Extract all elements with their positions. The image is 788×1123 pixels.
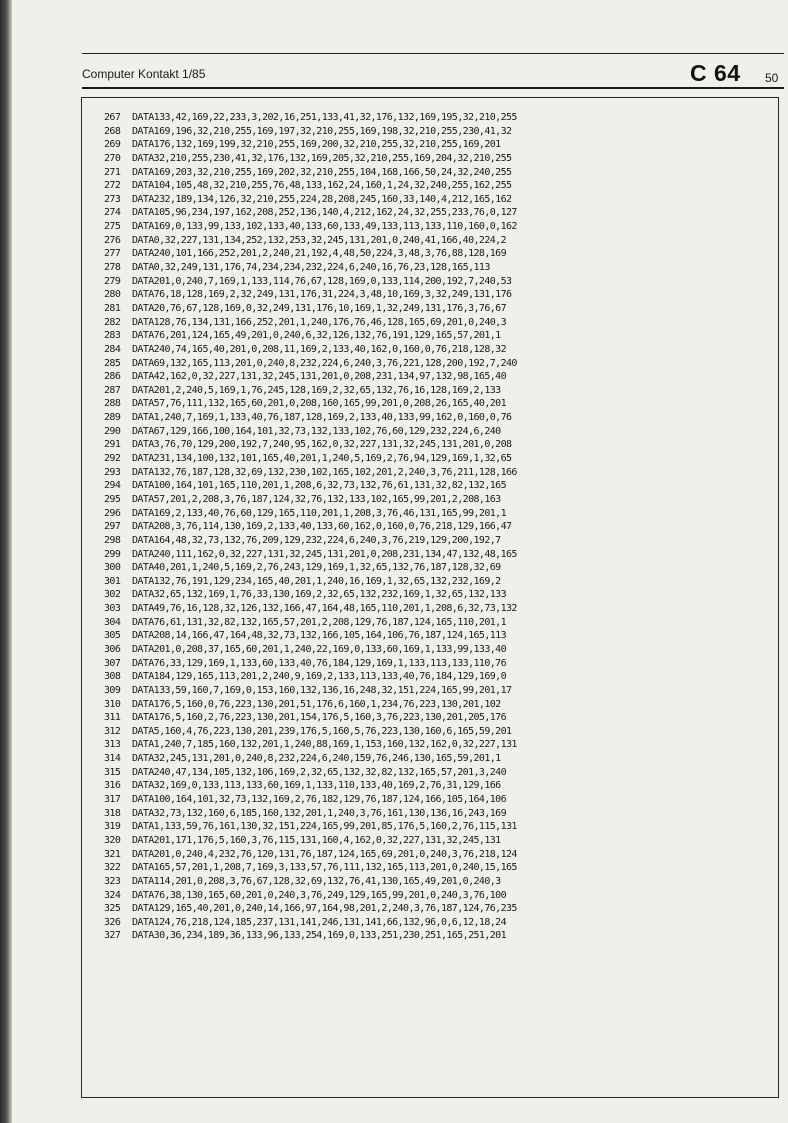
line-number: 305 [104, 630, 121, 642]
data-statement: DATA5,160,4,76,223,130,201,239,176,5,160,5,76,223,130,160,6,165,59,201 [132, 725, 512, 737]
listing-line [104, 711, 768, 725]
listing-line [104, 902, 768, 916]
line-number: 271 [104, 166, 121, 178]
data-statement: DATA0,32,249,131,176,74,234,234,232,224,6,240,16,76,23,128,165,113 [132, 262, 490, 274]
line-number: 276 [104, 234, 121, 246]
data-statement: DATA132,76,187,128,32,69,132,230,102,165,102,201,2,240,3,76,211,128,166 [132, 466, 517, 478]
magazine-title: Computer Kontakt 1/85 [82, 67, 206, 81]
listing-line [104, 766, 768, 780]
line-number: 327 [104, 930, 121, 942]
page-number: 50 [765, 71, 779, 85]
data-statement: DATA169,2,133,40,76,60,129,165,110,201,1,208,3,76,46,131,165,99,201,1 [132, 507, 507, 519]
data-statement: DATA69,132,165,113,201,0,240,8,232,224,6,240,3,76,221,128,200,192,7,240 [132, 357, 517, 369]
listing-line [104, 275, 768, 289]
data-statement: DATA201,0,240,4,232,76,120,131,76,187,124,165,69,201,0,240,3,76,218,124 [132, 848, 517, 860]
data-statement: DATA133,59,160,7,169,0,153,160,132,136,16,248,32,151,224,165,99,201,17 [132, 684, 512, 696]
listing-line [104, 234, 768, 248]
listing-line [104, 466, 768, 480]
data-statement: DATA40,201,1,240,5,169,2,76,243,129,169,1,32,65,132,76,187,128,32,69 [132, 562, 501, 574]
line-number: 282 [104, 316, 121, 328]
listing-line [104, 479, 768, 493]
data-statement: DATA76,33,129,169,1,133,60,133,40,76,184,129,169,1,133,113,133,110,76 [132, 657, 507, 669]
data-statement: DATA240,74,165,40,201,0,208,11,169,2,133,40,162,0,160,0,76,218,128,32 [132, 343, 507, 355]
listing-line [104, 875, 768, 889]
listing-line [104, 929, 768, 943]
line-number: 296 [104, 507, 121, 519]
section-mark: C 64 [690, 60, 741, 86]
line-number: 307 [104, 657, 121, 669]
listing-line [104, 575, 768, 589]
data-statement: DATA100,164,101,32,73,132,169,2,76,182,129,76,187,124,166,105,164,106 [132, 794, 507, 806]
data-statement: DATA32,65,132,169,1,76,33,130,169,2,32,65,132,232,169,1,32,65,132,133 [132, 589, 507, 601]
data-statement: DATA105,96,234,197,162,208,252,136,140,4,212,162,24,32,255,233,76,0,127 [132, 207, 517, 219]
line-number: 310 [104, 698, 121, 710]
listing-line [104, 343, 768, 357]
line-number: 273 [104, 193, 121, 205]
listing-line [104, 220, 768, 234]
data-statement: DATA76,201,124,165,49,201,0,240,6,32,126,132,76,191,129,165,57,201,1 [132, 330, 501, 342]
listing-line [104, 534, 768, 548]
line-number: 287 [104, 384, 121, 396]
listing-line [104, 411, 768, 425]
data-statement: DATA201,2,240,5,169,1,76,245,128,169,2,32,65,132,76,16,128,169,2,133 [132, 384, 501, 396]
line-number: 311 [104, 712, 121, 724]
line-number: 297 [104, 521, 121, 533]
line-number: 295 [104, 493, 121, 505]
line-number: 325 [104, 903, 121, 915]
listing-line [104, 138, 768, 152]
line-number: 292 [104, 453, 121, 465]
line-number: 314 [104, 753, 121, 765]
page-binding-edge [0, 0, 12, 1123]
line-number: 301 [104, 575, 121, 587]
line-number: 309 [104, 684, 121, 696]
line-number: 270 [104, 152, 121, 164]
listing-line [104, 288, 768, 302]
data-statement: DATA76,61,131,32,82,132,165,57,201,2,208,129,76,187,124,165,110,201,1 [132, 616, 507, 628]
line-number: 299 [104, 548, 121, 560]
data-statement: DATA49,76,16,128,32,126,132,166,47,164,48,165,110,201,1,208,6,32,73,132 [132, 603, 517, 615]
data-statement: DATA1,240,7,169,1,133,40,76,187,128,169,2,133,40,133,99,162,0,160,0,76 [132, 412, 512, 424]
line-number: 268 [104, 125, 121, 137]
line-number: 317 [104, 794, 121, 806]
line-number: 324 [104, 889, 121, 901]
listing-line [104, 657, 768, 671]
data-statement: DATA201,0,240,7,169,1,133,114,76,67,128,169,0,133,114,200,192,7,240,53 [132, 275, 512, 287]
data-statement: DATA240,47,134,105,132,106,169,2,32,65,132,32,82,132,165,57,201,3,240 [132, 766, 507, 778]
program-listing [104, 111, 768, 943]
listing-line [104, 193, 768, 207]
line-number: 281 [104, 302, 121, 314]
data-statement: DATA32,73,132,160,6,185,160,132,201,1,240,3,76,161,130,136,16,243,169 [132, 807, 507, 819]
line-number: 269 [104, 139, 121, 151]
data-statement: DATA176,5,160,0,76,223,130,201,51,176,6,160,1,234,76,223,130,201,102 [132, 698, 501, 710]
listing-line [104, 302, 768, 316]
line-number: 280 [104, 289, 121, 301]
data-statement: DATA1,133,59,76,161,130,32,151,224,165,99,201,85,176,5,160,2,76,115,131 [132, 821, 517, 833]
listing-line [104, 438, 768, 452]
listing-line [104, 261, 768, 275]
data-statement: DATA1,240,7,185,160,132,201,1,240,88,169,1,153,160,132,162,0,32,227,131 [132, 739, 517, 751]
listing-line [104, 493, 768, 507]
listing-line [104, 166, 768, 180]
data-statement: DATA169,203,32,210,255,169,202,32,210,255,104,168,166,50,24,32,240,255 [132, 166, 512, 178]
data-statement: DATA132,76,191,129,234,165,40,201,1,240,16,169,1,32,65,132,232,169,2 [132, 575, 501, 587]
listing-line [104, 179, 768, 193]
data-statement: DATA201,0,208,37,165,60,201,1,240,22,169,0,133,60,169,1,133,99,133,40 [132, 643, 507, 655]
header-rule [82, 87, 784, 89]
listing-line [104, 725, 768, 739]
listing-line [104, 588, 768, 602]
listing-line [104, 698, 768, 712]
line-number: 277 [104, 248, 121, 260]
listing-line [104, 848, 768, 862]
listing-line [104, 820, 768, 834]
line-number: 315 [104, 766, 121, 778]
line-number: 289 [104, 412, 121, 424]
listing-line [104, 889, 768, 903]
line-number: 288 [104, 398, 121, 410]
line-number: 272 [104, 180, 121, 192]
data-statement: DATA32,210,255,230,41,32,176,132,169,205,32,210,255,169,204,32,210,255 [132, 152, 512, 164]
listing-line [104, 206, 768, 220]
listing-line [104, 616, 768, 630]
data-statement: DATA231,134,100,132,101,165,40,201,1,240,5,169,2,76,94,129,169,1,32,65 [132, 453, 512, 465]
listing-line [104, 125, 768, 139]
line-number: 290 [104, 425, 121, 437]
data-statement: DATA32,169,0,133,113,133,60,169,1,133,110,133,40,169,2,76,31,129,166 [132, 780, 501, 792]
listing-line [104, 329, 768, 343]
data-statement: DATA208,14,166,47,164,48,32,73,132,166,105,164,106,76,187,124,165,113 [132, 630, 507, 642]
data-statement: DATA128,76,134,131,166,252,201,1,240,176,76,46,128,165,69,201,0,240,3 [132, 316, 507, 328]
data-statement: DATA165,57,201,1,208,7,169,3,133,57,76,111,132,165,113,201,0,240,15,165 [132, 862, 517, 874]
listing-line [104, 548, 768, 562]
data-statement: DATA169,196,32,210,255,169,197,32,210,255,169,198,32,210,255,230,41,32 [132, 125, 512, 137]
data-statement: DATA114,201,0,208,3,76,67,128,32,69,132,76,41,130,165,49,201,0,240,3 [132, 875, 501, 887]
data-statement: DATA176,5,160,2,76,223,130,201,154,176,5,160,3,76,223,130,201,205,176 [132, 712, 507, 724]
line-number: 308 [104, 671, 121, 683]
data-statement: DATA30,36,234,189,36,133,96,133,254,169,0,133,251,230,251,165,251,201 [132, 930, 507, 942]
data-statement: DATA0,32,227,131,134,252,132,253,32,245,131,201,0,240,41,166,40,224,2 [132, 234, 507, 246]
line-number: 300 [104, 562, 121, 574]
data-statement: DATA57,76,111,132,165,60,201,0,208,160,165,99,201,0,208,26,165,40,201 [132, 398, 507, 410]
data-statement: DATA124,76,218,124,185,237,131,141,246,131,141,66,132,96,0,6,12,18,24 [132, 916, 507, 928]
data-statement: DATA240,111,162,0,32,227,131,32,245,131,201,0,208,231,134,47,132,48,165 [132, 548, 517, 560]
data-statement: DATA42,162,0,32,227,131,32,245,131,201,0,208,231,134,97,132,98,165,40 [132, 371, 507, 383]
listing-line [104, 520, 768, 534]
listing-line [104, 684, 768, 698]
line-number: 318 [104, 807, 121, 819]
data-statement: DATA169,0,133,99,133,102,133,40,133,60,133,49,133,113,133,110,160,0,162 [132, 221, 517, 233]
data-statement: DATA76,18,128,169,2,32,249,131,176,31,224,3,48,10,169,3,32,249,131,176 [132, 289, 512, 301]
line-number: 291 [104, 439, 121, 451]
line-number: 313 [104, 739, 121, 751]
data-statement: DATA20,76,67,128,169,0,32,249,131,176,10,169,1,32,249,131,176,3,76,67 [132, 302, 507, 314]
data-statement: DATA57,201,2,208,3,76,187,124,32,76,132,133,102,165,99,201,2,208,163 [132, 493, 501, 505]
listing-line [104, 247, 768, 261]
line-number: 274 [104, 207, 121, 219]
listing-line [104, 779, 768, 793]
listing-line [104, 643, 768, 657]
line-number: 304 [104, 616, 121, 628]
listing-line [104, 861, 768, 875]
listing-line [104, 793, 768, 807]
line-number: 294 [104, 480, 121, 492]
listing-line [104, 357, 768, 371]
data-statement: DATA164,48,32,73,132,76,209,129,232,224,6,240,3,76,219,129,200,192,7 [132, 534, 501, 546]
listing-line [104, 370, 768, 384]
line-number: 319 [104, 821, 121, 833]
data-statement: DATA100,164,101,165,110,201,1,208,6,32,73,132,76,61,131,32,82,132,165 [132, 480, 507, 492]
line-number: 306 [104, 643, 121, 655]
data-statement: DATA104,105,48,32,210,255,76,48,133,162,24,160,1,24,32,240,255,162,255 [132, 180, 512, 192]
listing-line [104, 807, 768, 821]
data-statement: DATA240,101,166,252,201,2,240,21,192,4,48,50,224,3,48,3,76,88,128,169 [132, 248, 507, 260]
line-number: 321 [104, 848, 121, 860]
line-number: 286 [104, 371, 121, 383]
line-number: 316 [104, 780, 121, 792]
data-statement: DATA208,3,76,114,130,169,2,133,40,133,60,162,0,160,0,76,218,129,166,47 [132, 521, 512, 533]
data-statement: DATA133,42,169,22,233,3,202,16,251,133,41,32,176,132,169,195,32,210,255 [132, 112, 517, 123]
line-number: 312 [104, 725, 121, 737]
listing-line [104, 397, 768, 411]
listing-line [104, 111, 768, 125]
line-number: 326 [104, 916, 121, 928]
top-rule [82, 53, 784, 54]
listing-line [104, 507, 768, 521]
line-number: 267 [104, 112, 121, 123]
line-number: 278 [104, 262, 121, 274]
listing-line [104, 452, 768, 466]
listing-line [104, 834, 768, 848]
line-number: 285 [104, 357, 121, 369]
listing-line [104, 561, 768, 575]
listing-line [104, 752, 768, 766]
data-statement: DATA232,189,134,126,32,210,255,224,28,208,245,160,33,140,4,212,165,162 [132, 193, 512, 205]
line-number: 298 [104, 534, 121, 546]
data-statement: DATA129,165,40,201,0,240,14,166,97,164,98,201,2,240,3,76,187,124,76,235 [132, 903, 517, 915]
listing-line [104, 384, 768, 398]
data-statement: DATA184,129,165,113,201,2,240,9,169,2,133,113,133,40,76,184,129,169,0 [132, 671, 507, 683]
listing-line [104, 738, 768, 752]
line-number: 283 [104, 330, 121, 342]
data-statement: DATA176,132,169,199,32,210,255,169,200,32,210,255,32,210,255,169,201 [132, 139, 501, 151]
data-statement: DATA67,129,166,100,164,101,32,73,132,133,102,76,60,129,232,224,6,240 [132, 425, 501, 437]
line-number: 323 [104, 875, 121, 887]
line-number: 303 [104, 603, 121, 615]
listing-line [104, 316, 768, 330]
data-statement: DATA3,76,70,129,200,192,7,240,95,162,0,32,227,131,32,245,131,201,0,208 [132, 439, 512, 451]
data-statement: DATA76,38,130,165,60,201,0,240,3,76,249,129,165,99,201,0,240,3,76,100 [132, 889, 507, 901]
listing-line [104, 152, 768, 166]
line-number: 275 [104, 221, 121, 233]
data-statement: DATA201,171,176,5,160,3,76,115,131,160,4,162,0,32,227,131,32,245,131 [132, 834, 501, 846]
line-number: 322 [104, 862, 121, 874]
listing-line [104, 602, 768, 616]
line-number: 279 [104, 275, 121, 287]
listing-line [104, 629, 768, 643]
line-number: 320 [104, 834, 121, 846]
listing-line [104, 425, 768, 439]
line-number: 293 [104, 466, 121, 478]
line-number: 302 [104, 589, 121, 601]
listing-line [104, 670, 768, 684]
data-statement: DATA32,245,131,201,0,240,8,232,224,6,240,159,76,246,130,165,59,201,1 [132, 753, 501, 765]
line-number: 284 [104, 343, 121, 355]
listing-line [104, 916, 768, 930]
